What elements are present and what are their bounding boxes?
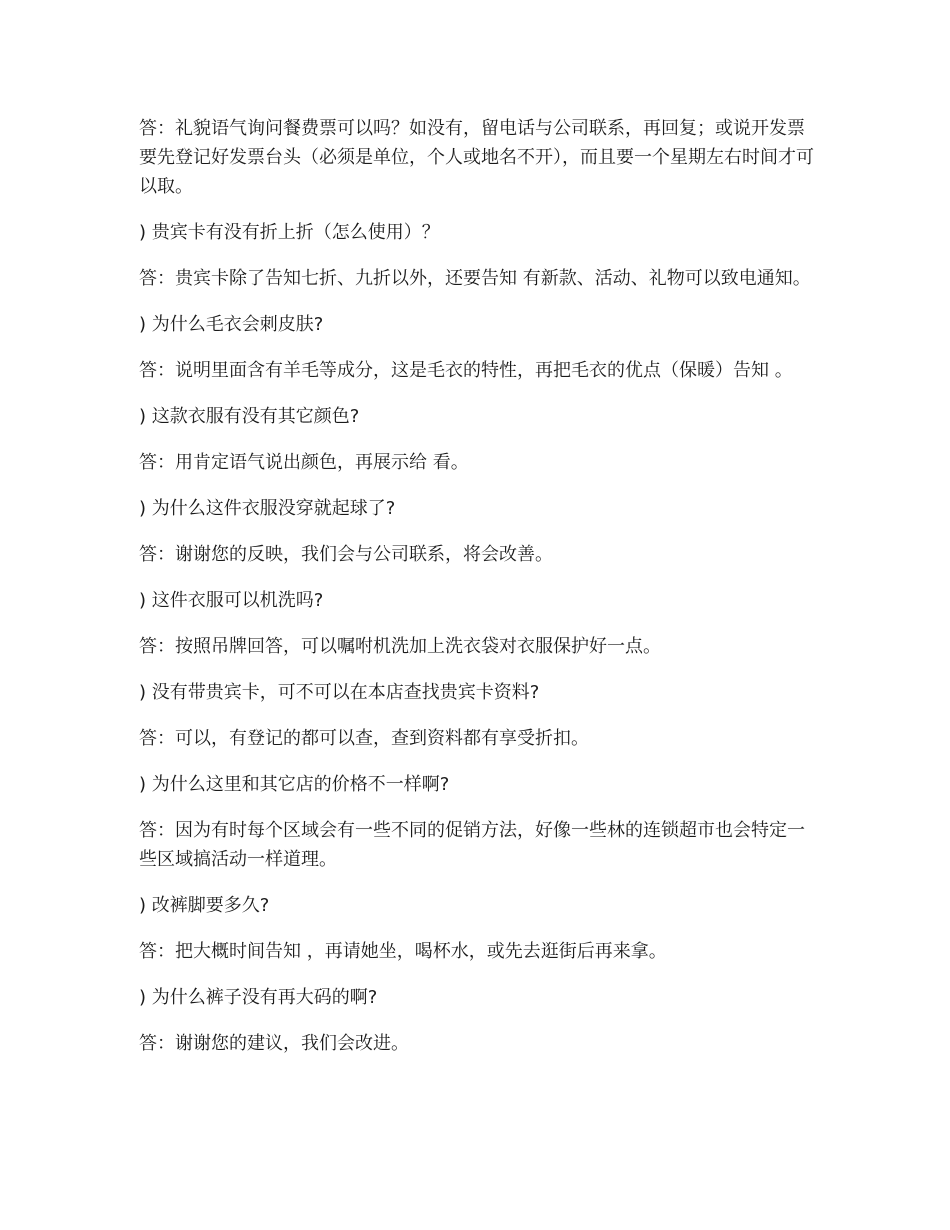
answer-paragraph: 答：因为有时每个区域会有一些不同的促销方法，好像一些林的连锁超市也会特定一些区域搞活动一样道理。: [139, 820, 805, 870]
answer-paragraph: 答：礼貌语气询问餐费票可以吗？如没有，留电话与公司联系，再回复；或说开发票要先登记好发票台头（必须是单位，个人或地名不开），而且要一个星期左右时间才可以取。: [139, 118, 814, 197]
question-paragraph: ) 这件衣服可以机洗吗?: [139, 590, 324, 611]
answer-paragraph: 答：按照吊牌回答，可以嘱咐机洗加上洗衣袋对衣服保护好一点。: [139, 636, 661, 657]
answer-paragraph: 答：谢谢您的反映，我们会与公司联系，将会改善。: [139, 544, 553, 565]
question-paragraph: ) 为什么毛衣会刺皮肤?: [139, 314, 324, 335]
question-paragraph: ) 没有带贵宾卡，可不可以在本店查找贵宾卡资料?: [139, 682, 540, 703]
answer-paragraph: 答：用肯定语气说出颜色，再展示给 看。: [139, 452, 469, 473]
answer-paragraph: 答：贵宾卡除了告知七折、九折以外，还要告知 有新款、活动、礼物可以致电通知。: [139, 268, 811, 289]
answer-paragraph: 答：把大概时间告知 ，再请她坐，喝杯水，或先去逛街后再来拿。: [139, 941, 667, 962]
document-body: [139, 114, 819, 1075]
question-paragraph: ) 为什么裤子没有再大码的啊?: [139, 987, 378, 1008]
question-paragraph: ) 为什么这件衣服没穿就起球了?: [139, 498, 396, 519]
answer-paragraph: 答：谢谢您的建议，我们会改进。: [139, 1033, 409, 1054]
question-paragraph: ) 贵宾卡有没有折上折（怎么使用）？: [139, 222, 440, 243]
answer-paragraph: 答：可以，有登记的都可以查，查到资料都有享受折扣。: [139, 728, 589, 749]
question-paragraph: ) 为什么这里和其它店的价格不一样啊?: [139, 774, 450, 795]
question-paragraph: ) 改裤脚要多久?: [139, 895, 270, 916]
answer-paragraph: 答：说明里面含有羊毛等成分，这是毛衣的特性，再把毛衣的优点（保暖）告知 。: [139, 360, 793, 381]
question-paragraph: ) 这款衣服有没有其它颜色?: [139, 406, 360, 427]
